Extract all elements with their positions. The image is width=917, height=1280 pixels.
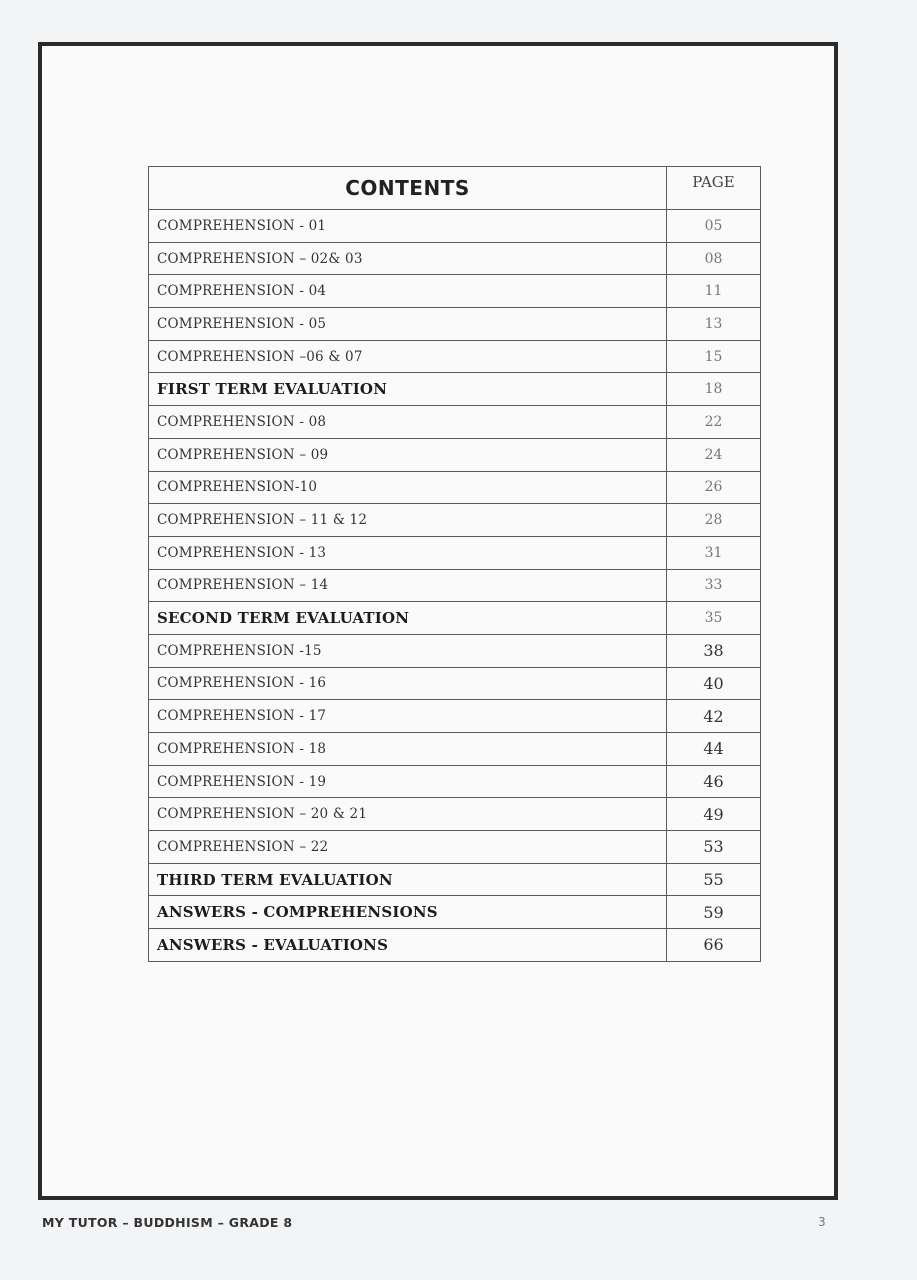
toc-entry-title: COMPREHENSION –06 & 07 [149, 340, 667, 373]
toc-entry-page: 66 [667, 929, 761, 962]
toc-row [149, 406, 761, 439]
toc-row [149, 340, 761, 373]
toc-entry-page: 53 [667, 831, 761, 864]
toc-entry-title: FIRST TERM EVALUATION [149, 373, 667, 406]
toc-entry-title: ANSWERS - EVALUATIONS [149, 929, 667, 962]
toc-entry-page: 49 [667, 798, 761, 831]
footer-page-number: 3 [818, 1215, 826, 1229]
toc-entry-title: COMPREHENSION – 02& 03 [149, 242, 667, 275]
toc-entry-page: 24 [667, 438, 761, 471]
footer-book-title: MY TUTOR – BUDDHISM – GRADE 8 [42, 1215, 293, 1230]
page-column-header: PAGE [667, 167, 761, 210]
toc-entry-page: 26 [667, 471, 761, 504]
toc-row [149, 602, 761, 635]
toc-entry-title: ANSWERS - COMPREHENSIONS [149, 896, 667, 929]
toc-entry-page: 28 [667, 504, 761, 537]
contents-table [148, 166, 761, 962]
toc-entry-title: COMPREHENSION – 22 [149, 831, 667, 864]
toc-row [149, 896, 761, 929]
toc-row [149, 504, 761, 537]
toc-entry-title: COMPREHENSION – 20 & 21 [149, 798, 667, 831]
toc-row [149, 308, 761, 341]
contents-header-row [149, 167, 761, 210]
toc-entry-title: SECOND TERM EVALUATION [149, 602, 667, 635]
toc-entry-page: 59 [667, 896, 761, 929]
toc-entry-page: 33 [667, 569, 761, 602]
toc-entry-page: 08 [667, 242, 761, 275]
toc-row [149, 765, 761, 798]
toc-row [149, 831, 761, 864]
toc-entry-page: 31 [667, 536, 761, 569]
toc-row [149, 536, 761, 569]
toc-row [149, 634, 761, 667]
toc-row [149, 863, 761, 896]
toc-row [149, 242, 761, 275]
toc-row [149, 700, 761, 733]
toc-row [149, 733, 761, 766]
toc-row [149, 373, 761, 406]
toc-entry-page: 38 [667, 634, 761, 667]
toc-row [149, 667, 761, 700]
toc-row [149, 569, 761, 602]
toc-row [149, 798, 761, 831]
toc-entry-page: 46 [667, 765, 761, 798]
toc-entry-title: COMPREHENSION -15 [149, 634, 667, 667]
toc-entry-page: 55 [667, 863, 761, 896]
toc-entry-page: 42 [667, 700, 761, 733]
toc-entry-title: COMPREHENSION - 01 [149, 210, 667, 243]
toc-entry-page: 44 [667, 733, 761, 766]
toc-entry-title: COMPREHENSION - 17 [149, 700, 667, 733]
contents-title: CONTENTS [149, 167, 667, 210]
toc-row [149, 438, 761, 471]
toc-entry-page: 05 [667, 210, 761, 243]
toc-entry-title: COMPREHENSION – 11 & 12 [149, 504, 667, 537]
toc-entry-page: 11 [667, 275, 761, 308]
toc-entry-title: COMPREHENSION - 08 [149, 406, 667, 439]
toc-entry-title: COMPREHENSION - 13 [149, 536, 667, 569]
toc-entry-page: 18 [667, 373, 761, 406]
toc-row [149, 471, 761, 504]
toc-entry-page: 22 [667, 406, 761, 439]
toc-entry-title: COMPREHENSION - 05 [149, 308, 667, 341]
toc-entry-title: COMPREHENSION-10 [149, 471, 667, 504]
toc-entry-title: COMPREHENSION - 04 [149, 275, 667, 308]
toc-entry-title: COMPREHENSION - 19 [149, 765, 667, 798]
toc-row [149, 275, 761, 308]
contents-body [149, 210, 761, 962]
toc-entry-page: 15 [667, 340, 761, 373]
toc-entry-page: 13 [667, 308, 761, 341]
toc-entry-title: THIRD TERM EVALUATION [149, 863, 667, 896]
toc-row [149, 210, 761, 243]
toc-entry-page: 40 [667, 667, 761, 700]
toc-entry-title: COMPREHENSION – 14 [149, 569, 667, 602]
toc-entry-title: COMPREHENSION – 09 [149, 438, 667, 471]
toc-entry-page: 35 [667, 602, 761, 635]
toc-entry-title: COMPREHENSION - 18 [149, 733, 667, 766]
toc-row [149, 929, 761, 962]
toc-entry-title: COMPREHENSION - 16 [149, 667, 667, 700]
